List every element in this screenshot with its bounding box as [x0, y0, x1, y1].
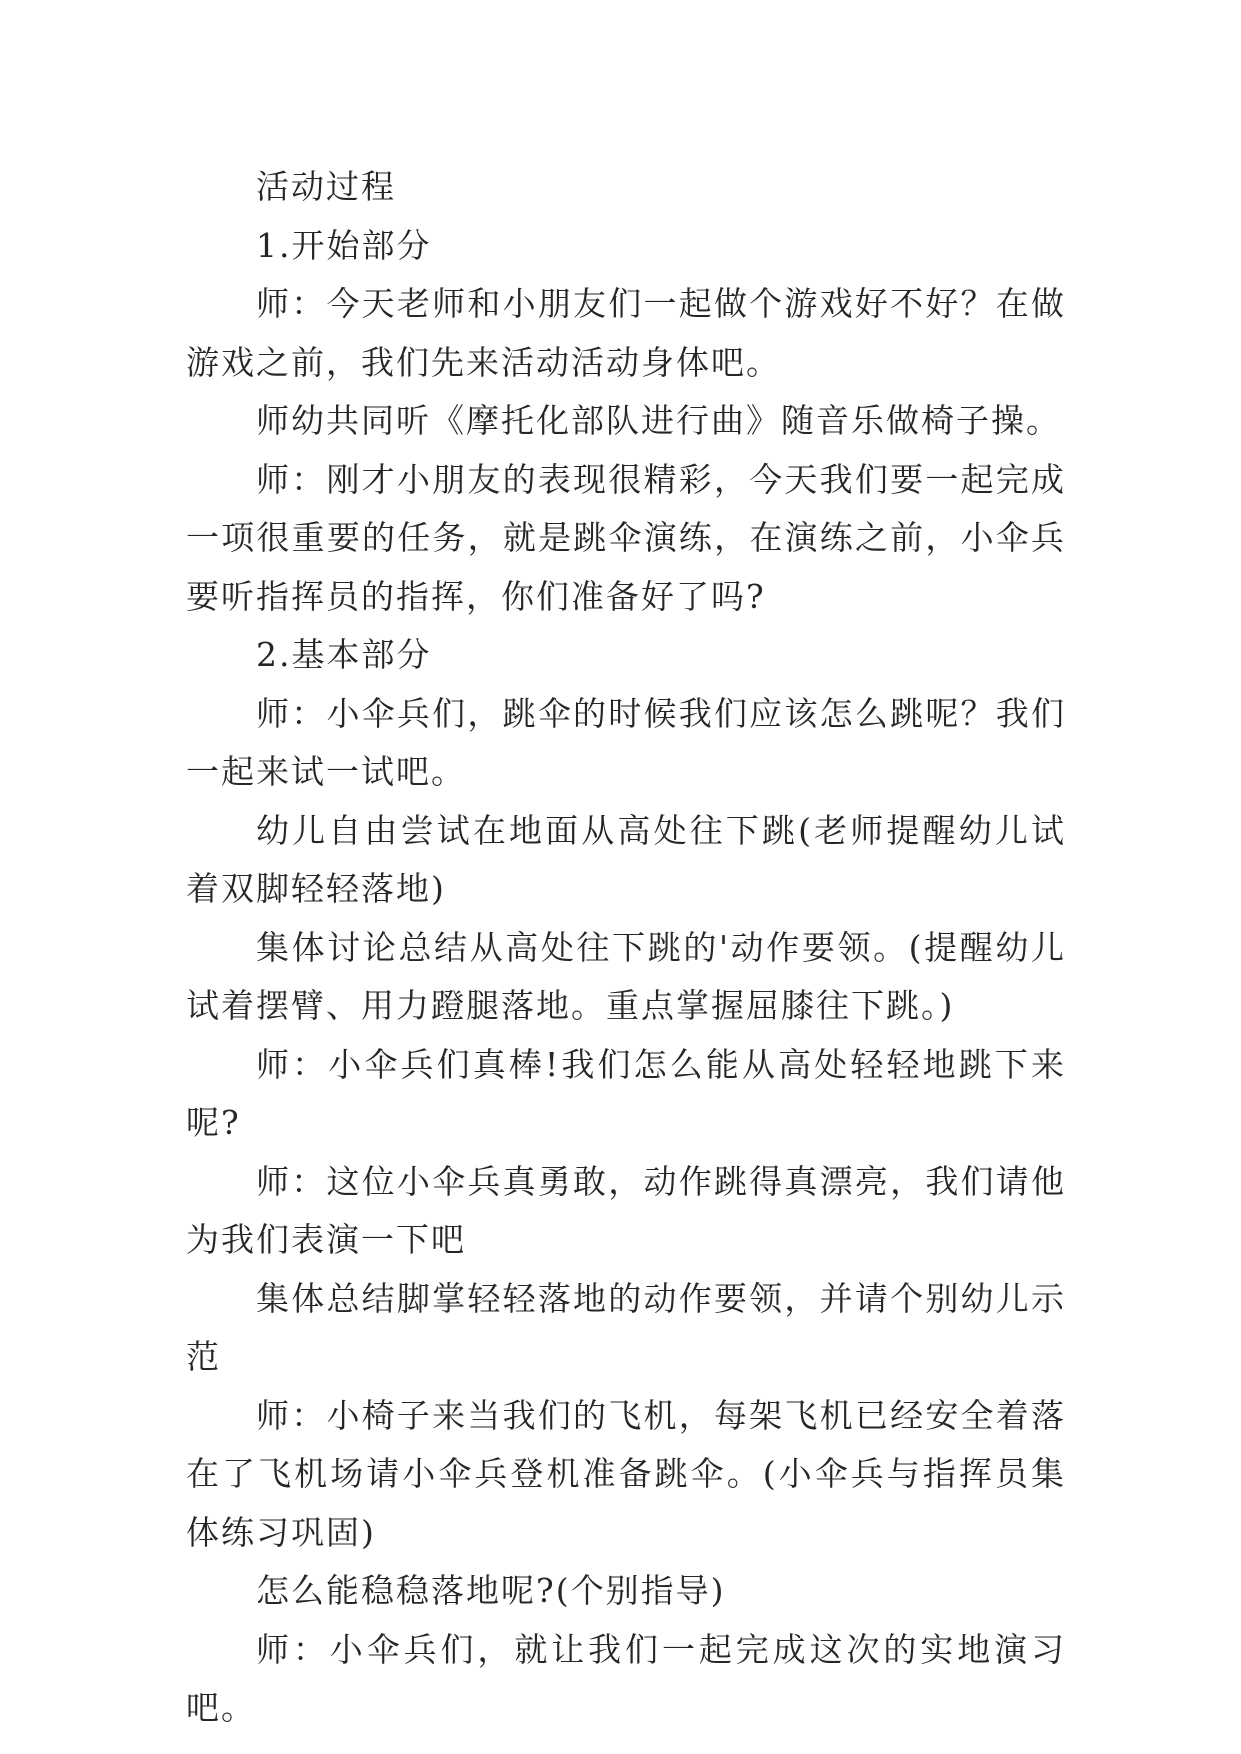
paragraph: 师：小伞兵们，跳伞的时候我们应该怎么跳呢？我们一起来试一试吧。 [186, 693, 1066, 791]
section-heading-opening: 1.开始部分 [256, 225, 432, 265]
paragraph: 集体总结脚掌轻轻落地的动作要领，并请个别幼儿示范 [186, 1278, 1066, 1376]
paragraph: 师：小伞兵们，就让我们一起完成这次的实地演习吧。 [186, 1629, 1066, 1727]
paragraph: 师：这位小伞兵真勇敢，动作跳得真漂亮，我们请他为我们表演一下吧 [186, 1161, 1066, 1259]
section-heading-basic: 2.基本部分 [256, 635, 432, 674]
paragraph: 师：小椅子来当我们的飞机，每架飞机已经安全着落在了飞机场请小伞兵登机准备跳伞。(小伞兵与指挥员集体练习巩固) [186, 1395, 1066, 1552]
paragraph: 幼儿自由尝试在地面从高处往下跳(老师提醒幼儿试着双脚轻轻落地) [186, 810, 1066, 908]
paragraph: 师：小伞兵们真棒!我们怎么能从高处轻轻地跳下来呢? [186, 1044, 1066, 1142]
document-body [186, 158, 1066, 1738]
paragraph: 师：今天老师和小朋友们一起做个游戏好不好？在做游戏之前，我们先来活动活动身体吧。 [186, 284, 1066, 382]
section-heading-activity-process: 活动过程 [256, 167, 396, 206]
paragraph: 怎么能稳稳落地呢?(个别指导) [256, 1571, 726, 1610]
paragraph: 集体讨论总结从高处往下跳的'动作要领。(提醒幼儿试着摆臂、用力蹬腿落地。重点掌握屈膝往下跳。) [186, 927, 1066, 1025]
paragraph: 师幼共同听《摩托化部队进行曲》随音乐做椅子操。 [256, 401, 1061, 440]
paragraph: 师：刚才小朋友的表现很精彩，今天我们要一起完成一项很重要的任务，就是跳伞演练，在演练之前，小伞兵要听指挥员的指挥，你们准备好了吗? [186, 459, 1066, 616]
